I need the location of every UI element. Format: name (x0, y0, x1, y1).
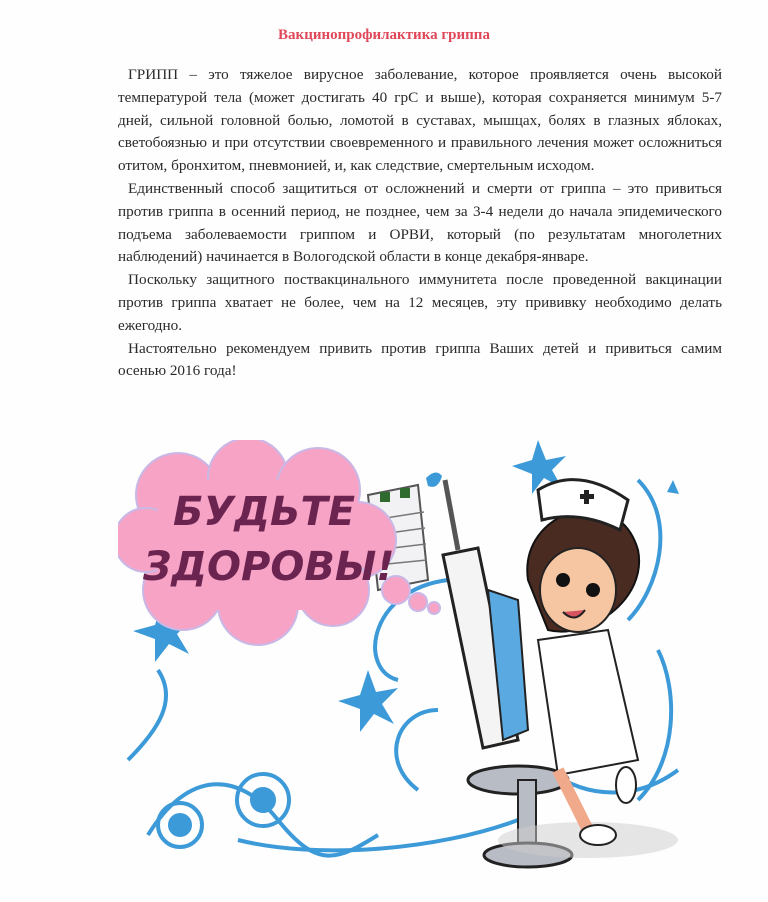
bubble-text-line1: БУДЬТЕ (173, 489, 356, 535)
document-title: Вакцинопрофилактика гриппа (278, 27, 490, 43)
paragraph-recommendation: Настоятельно рекомендуем привить против гриппа Ваших детей и привиться самим осенью 2016 года! (118, 339, 722, 380)
bubble-text-line2: ЗДОРОВЫ! (143, 544, 395, 590)
paragraph-flu-description: ГРИПП – это тяжелое вирусное заболевание, которое проявляется очень высокой температурой тела (может достигать 40 грС и выше), которая сохраняется минимум 5-7 дней, сильной головной болью, ломотой в суставах, мышцах, болях в глазных яблоках, светобоязнью и при отсутствии своевременного и правильного лечения может осложниться отитом, бронхитом, пневмонией, и, как следствие, смертельным исходом. (118, 66, 722, 175)
speech-bubble (118, 440, 440, 645)
paragraph-vaccination-timing: Единственный способ защититься от осложнений и смерти от гриппа – это привиться против гриппа в осенний период, не позднее, чем за 3-4 недели до начала эпидемического подъема заболеваемости гриппом и ОРВИ, который (по результатам многолетних наблюдений) начинается в Вологодской области в конце декабря-январе. (118, 179, 722, 266)
nurse-syringe-image (118, 440, 686, 875)
nurse-illustration (118, 440, 686, 875)
paragraph-annual-vaccination: Поскольку защитного поствакцинального иммунитета после проведенной вакцинации против гриппа хватает не более, чем на 12 месяцев, эту прививку необходимо делать ежегодно. (118, 271, 722, 334)
document-body (118, 64, 722, 383)
